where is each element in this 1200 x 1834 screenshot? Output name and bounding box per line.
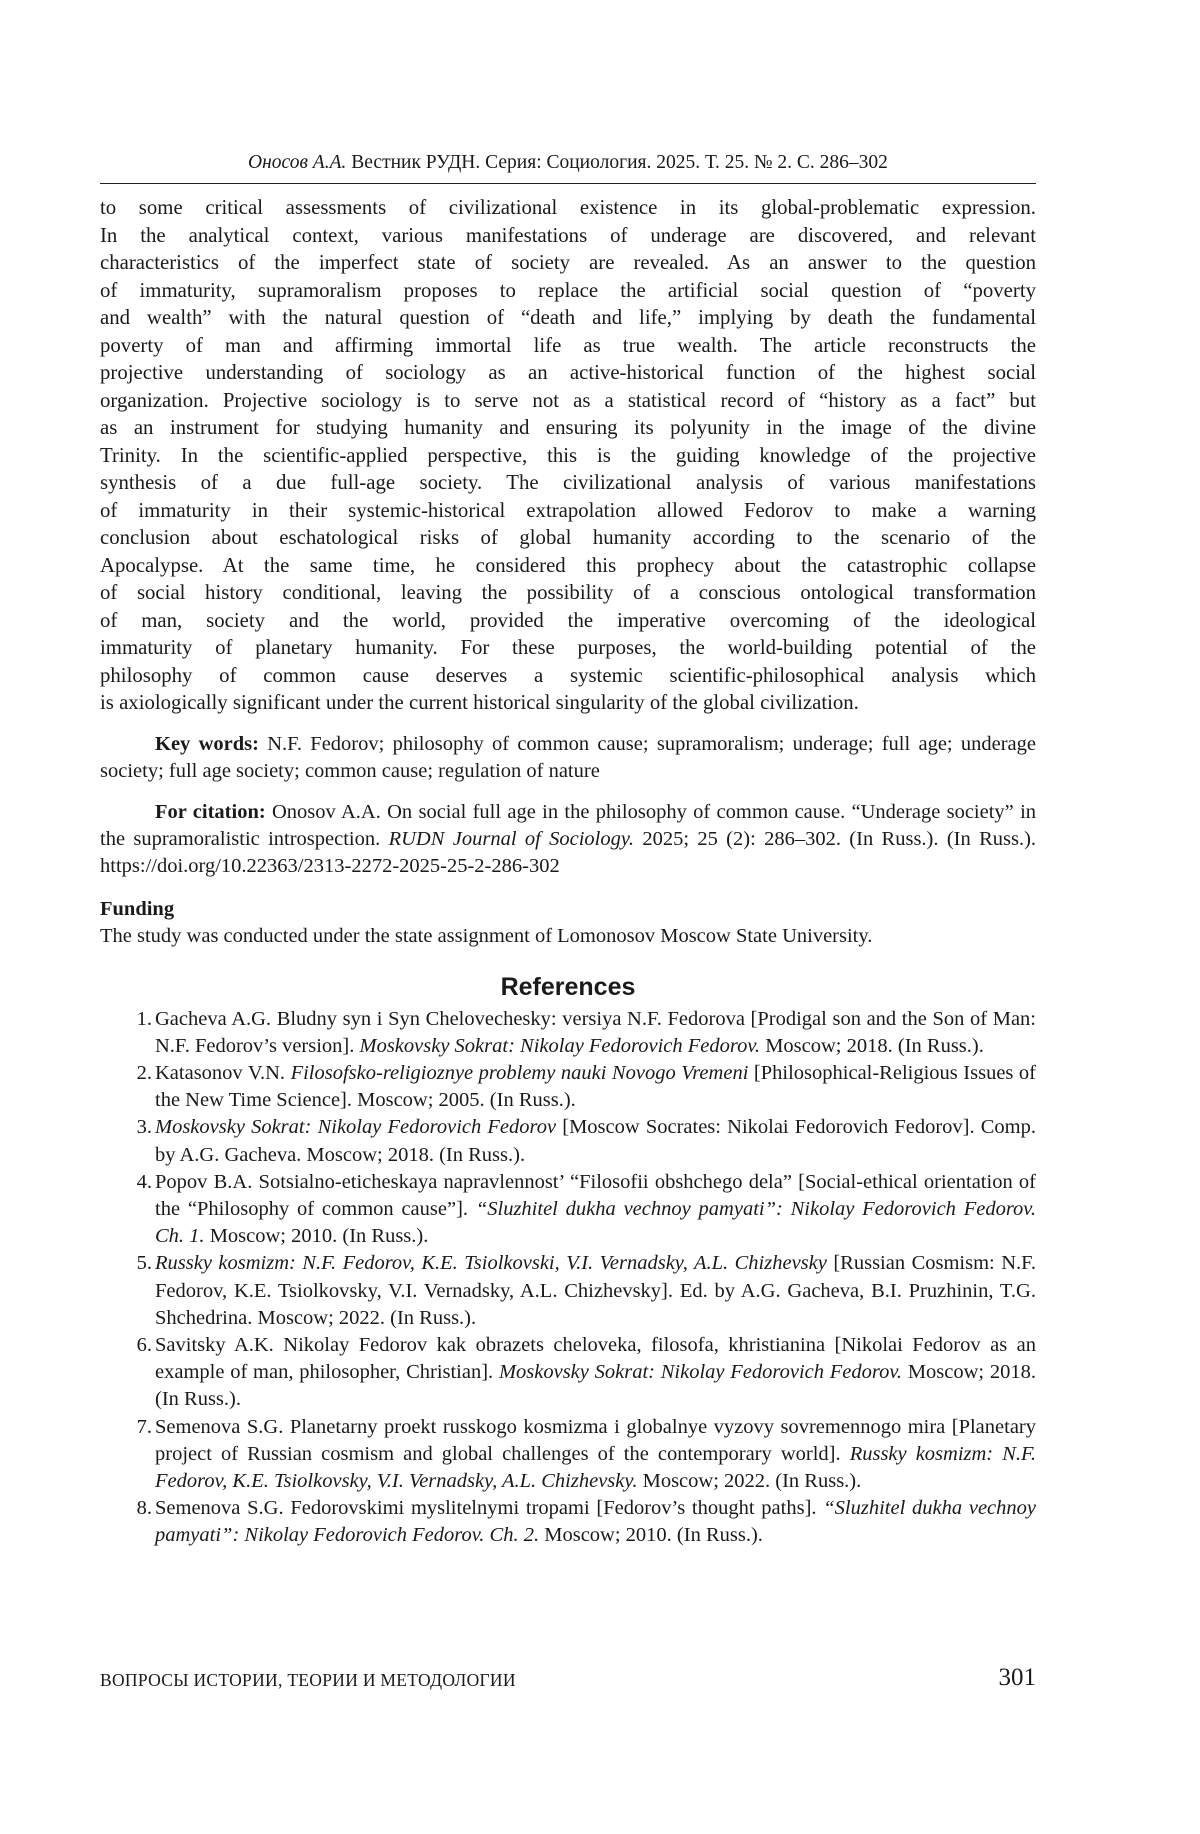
reference-source-title: Moskovsky Sokrat: Nikolay Fedorovich Fedorov. [499,1361,902,1383]
reference-item [100,1006,1036,1060]
abstract-line: of man, society and the world, provided the imperative overcoming of the ideological [100,607,1036,635]
reference-text: Savitsky A.K. Nikolay Fedorov kak obrazets cheloveka, filosofa, khristianina [Nikolai Fedorov as an example of man, philosopher, Christian]. [155,1334,1036,1383]
abstract-line: characteristics of the imperfect state of society are revealed. As an answer to the question [100,249,1036,277]
reference-details: [Philosophical-Religious Issues of the New Time Science]. Moscow; 2005. (In Russ.). [155,1062,1036,1111]
reference-item [100,1495,1036,1549]
page-footer [100,1664,1036,1694]
reference-details: [Moscow Socrates: Nikolai Fedorovich Fedorov]. Comp. by A.G. Gacheva. Moscow; 2018. (In Russ.). [155,1116,1036,1165]
reference-item [100,1169,1036,1251]
abstract-line: immaturity of planetary humanity. For these purposes, the world-building potential of the [100,634,1036,662]
abstract-line: synthesis of a due full-age society. The civilizational analysis of various manifestations [100,469,1036,497]
reference-item [100,1250,1036,1332]
reference-number: 6. [122,1332,152,1359]
reference-number: 7. [122,1414,152,1441]
reference-number: 4. [122,1169,152,1196]
reference-text: Semenova S.G. Planetarny proekt russkogo kosmizma i globalnye vyzovy sovremennogo mira [Planetary project of Russian cosmism and global challenges of the contemporary world]. [155,1416,1036,1465]
abstract-line: conclusion about eschatological risks of global humanity according to the scenario of the [100,524,1036,552]
reference-number: 3. [122,1114,152,1141]
reference-number: 8. [122,1495,152,1522]
reference-source-title: “Sluzhitel dukha vechnoy pamyati”: Nikolay Fedorovich Fedorov. Ch. 2. [155,1497,1036,1546]
reference-text: Katasonov V.N. [155,1062,285,1084]
abstract-line: of social history conditional, leaving the possibility of a conscious ontological transformation [100,579,1036,607]
reference-item [100,1414,1036,1496]
reference-item [100,1114,1036,1168]
header-rule [100,183,1036,184]
reference-source-title: Moskovsky Sokrat: Nikolay Fedorovich Fedorov. [360,1035,761,1057]
running-header [100,148,1036,178]
funding-title: Funding [100,896,1036,923]
reference-item [100,1060,1036,1114]
reference-source-title: Russky kosmizm: N.F. Fedorov, K.E. Tsiolkovski, V.I. Vernadsky, A.L. Chizhevsky [155,1252,827,1274]
reference-text: Gacheva A.G. Bludny syn i Syn Chelovechesky: versiya N.F. Fedorova [Prodigal son and the Son of Man: N.F. Fedorov’s version]. [155,1008,1036,1057]
reference-number: 1. [122,1006,152,1033]
reference-number: 5. [122,1250,152,1277]
citation-label: For citation: [155,801,266,823]
keywords-paragraph [100,731,1036,785]
abstract-line: philosophy of common cause deserves a systemic scientific-philosophical analysis which [100,662,1036,690]
reference-text: Semenova S.G. Fedorovskimi myslitelnymi tropami [Fedorov’s thought paths]. [155,1497,817,1519]
references-title: References [100,972,1036,1002]
reference-number: 2. [122,1060,152,1087]
citation-text: Onosov A.A. On social full age in the philosophy of common cause. “Underage society” in the supramoralistic introspection. [100,801,1036,850]
abstract-line: of immaturity in their systemic-historical extrapolation allowed Fedorov to make a warning [100,497,1036,525]
funding-text: The study was conducted under the state assignment of Lomonosov Moscow State University. [100,925,872,947]
citation-paragraph [100,799,1036,880]
reference-details: Moscow; 2010. (In Russ.). [210,1225,429,1247]
citation-doi: 2025; 25 (2): 286–302. (In Russ.). (In Russ.). https://doi.org/10.22363/2313-2272-2025-25-2-286-302 [100,828,1036,877]
header-citation: Вестник РУДН. Серия: Социология. 2025. Т. 25. № 2. С. 286–302 [351,152,888,173]
reference-source-title: Filosofsko-religioznye problemy nauki Novogo Vremeni [291,1062,749,1084]
reference-details: Moscow; 2010. (In Russ.). [544,1524,763,1546]
abstract-line: projective understanding of sociology as an active-historical function of the highest social [100,359,1036,387]
abstract-line: and wealth” with the natural question of “death and life,” implying by death the fundamental [100,304,1036,332]
abstract-line: as an instrument for studying humanity and ensuring its polyunity in the image of the divine [100,414,1036,442]
abstract-line: poverty of man and affirming immortal life as true wealth. The article reconstructs the [100,332,1036,360]
reference-item [100,1332,1036,1414]
header-author: Оносов А.А. [248,152,346,173]
abstract-line: of immaturity, supramoralism proposes to replace the artificial social question of “poverty [100,277,1036,305]
page-body [100,148,1036,1550]
keywords-text: N.F. Fedorov; philosophy of common cause; supramoralism; underage; full age; underage society; full age society; common cause; regulation of nature [100,733,1036,782]
reference-details: [Russian Cosmism: N.F. Fedorov, K.E. Tsiolkovsky, V.I. Vernadsky, A.L. Chizhevsky]. Ed. by A.G. Gacheva, B.I. Pruzhinin, T.G. Shchedrina. Moscow; 2022. (In Russ.). [155,1252,1036,1328]
citation-journal: RUDN Journal of Sociology. [389,828,634,850]
reference-source-title: Russky kosmizm: N.F. Fedorov, K.E. Tsiolkovsky, V.I. Vernadsky, A.L. Chizhevsky. [155,1443,1036,1492]
abstract-line: organization. Projective sociology is to serve not as a statistical record of “history as a fact” but [100,387,1036,415]
reference-source-title: “Sluzhitel dukha vechnoy pamyati”: Nikolay Fedorovich Fedorov. Ch. 1. [155,1198,1036,1247]
footer-section-title: ВОПРОСЫ ИСТОРИИ, ТЕОРИИ И МЕТОДОЛОГИИ [100,1670,516,1691]
page-number: 301 [999,1664,1037,1692]
abstract-line: Apocalypse. At the same time, he considered this prophecy about the catastrophic collapse [100,552,1036,580]
reference-details: Moscow; 2018. (In Russ.). [155,1361,1036,1410]
reference-source-title: Moskovsky Sokrat: Nikolay Fedorovich Fedorov [155,1116,556,1138]
abstract-line: Trinity. In the scientific-applied perspective, this is the guiding knowledge of the projective [100,442,1036,470]
reference-details: Moscow; 2022. (In Russ.). [643,1470,862,1492]
abstract-line: is axiologically significant under the current historical singularity of the global civilization. [100,689,1036,717]
abstract-line: In the analytical context, various manifestations of underage are discovered, and relevant [100,222,1036,250]
references-list [100,1006,1036,1550]
reference-text: Popov B.A. Sotsialno-eticheskaya napravlennost’ “Filosofii obshchego dela” [Social-ethical orientation of the “Philosophy of common cause”]. [155,1171,1036,1220]
abstract-line: to some critical assessments of civilizational existence in its global-problematic expression. [100,194,1036,222]
funding-section [100,896,1036,950]
keywords-label: Key words: [155,733,259,755]
reference-details: Moscow; 2018. (In Russ.). [765,1035,984,1057]
abstract-text [100,194,1036,717]
